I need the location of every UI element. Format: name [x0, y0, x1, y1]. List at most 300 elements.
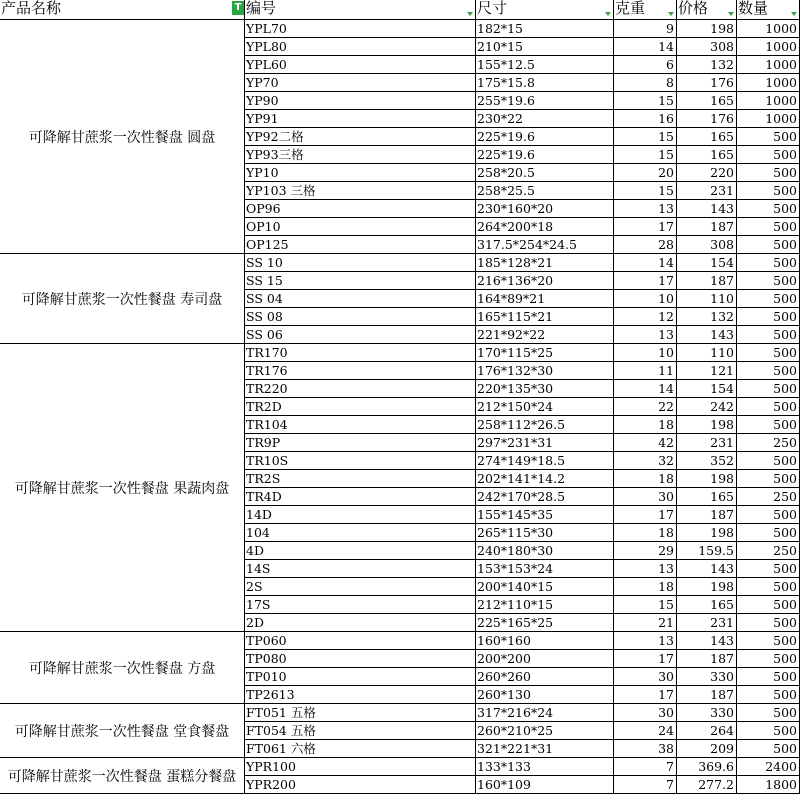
- cell-code: [245, 272, 476, 290]
- code-value: YP70: [246, 75, 279, 90]
- cell-qty: [737, 92, 800, 110]
- qty-value: 500: [773, 525, 797, 540]
- cell-qty: [737, 704, 800, 722]
- cell-weight: [614, 146, 677, 164]
- code-value: SS 08: [246, 309, 283, 324]
- qty-value: 500: [773, 561, 797, 576]
- price-value: 143: [710, 327, 734, 342]
- price-value: 132: [710, 57, 734, 72]
- cell-price: [677, 380, 737, 398]
- code-value: SS 15: [246, 273, 283, 288]
- cell-price: [677, 416, 737, 434]
- code-value: 2D: [246, 615, 264, 630]
- size-value: 212*150*24: [477, 399, 554, 414]
- cell-size: [476, 20, 614, 38]
- cell-price: [677, 704, 737, 722]
- cell-size: [476, 758, 614, 776]
- code-value: YP103 三格: [246, 183, 316, 198]
- cell-qty: [737, 776, 800, 794]
- size-value: 265*115*30: [477, 525, 554, 540]
- cell-weight: [614, 650, 677, 668]
- code-value: OP10: [246, 219, 281, 234]
- qty-value: 500: [773, 453, 797, 468]
- header-weight[interactable]: [614, 0, 677, 20]
- category-cell: [0, 632, 245, 704]
- cell-code: [245, 308, 476, 326]
- qty-value: 500: [773, 723, 797, 738]
- qty-value: 500: [773, 201, 797, 216]
- cell-qty: [737, 542, 800, 560]
- cell-code: [245, 632, 476, 650]
- cell-code: [245, 560, 476, 578]
- cell-price: [677, 290, 737, 308]
- qty-value: 500: [773, 165, 797, 180]
- price-value: 231: [710, 435, 734, 450]
- category-cell: [0, 758, 245, 794]
- cell-weight: [614, 74, 677, 92]
- size-value: 260*260: [477, 669, 531, 684]
- category-cell: [0, 344, 245, 632]
- code-value: TR9P: [246, 435, 281, 450]
- price-value: 154: [710, 255, 734, 270]
- price-value: 187: [710, 687, 734, 702]
- cell-price: [677, 56, 737, 74]
- cell-weight: [614, 200, 677, 218]
- cell-qty: [737, 740, 800, 758]
- size-value: 225*19.6: [477, 129, 535, 144]
- weight-value: 9: [666, 21, 674, 36]
- qty-value: 1800: [765, 777, 797, 792]
- cell-qty: [737, 560, 800, 578]
- category-cell: [0, 254, 245, 344]
- size-value: 317.5*254*24.5: [477, 237, 577, 252]
- qty-value: 500: [773, 381, 797, 396]
- cell-qty: [737, 596, 800, 614]
- category-name: 可降解甘蔗浆一次性餐盘 寿司盘: [21, 291, 223, 308]
- cell-qty: [737, 470, 800, 488]
- code-value: YPR200: [246, 777, 296, 792]
- cell-weight: [614, 236, 677, 254]
- filter-dropdown-icon[interactable]: [467, 12, 473, 16]
- price-value: 198: [710, 21, 734, 36]
- filter-dropdown-icon[interactable]: [668, 12, 674, 16]
- filter-dropdown-icon[interactable]: [791, 12, 797, 16]
- qty-value: 500: [773, 363, 797, 378]
- price-value: 264: [710, 723, 734, 738]
- cell-qty: [737, 650, 800, 668]
- cell-weight: [614, 254, 677, 272]
- cell-size: [476, 470, 614, 488]
- weight-value: 18: [658, 417, 674, 432]
- qty-value: 500: [773, 273, 797, 288]
- cell-size: [476, 362, 614, 380]
- cell-weight: [614, 308, 677, 326]
- category-cell: [0, 704, 245, 758]
- cell-size: [476, 344, 614, 362]
- qty-value: 500: [773, 327, 797, 342]
- cell-size: [476, 488, 614, 506]
- header-qty-label: 数量: [738, 0, 769, 17]
- cell-price: [677, 254, 737, 272]
- weight-value: 28: [658, 237, 674, 252]
- code-value: 2S: [246, 579, 263, 594]
- cell-weight: [614, 128, 677, 146]
- cell-price: [677, 488, 737, 506]
- qty-value: 1000: [765, 57, 797, 72]
- cell-qty: [737, 434, 800, 452]
- header-price-label: 价格: [678, 0, 709, 17]
- weight-value: 18: [658, 525, 674, 540]
- code-value: YP92二格: [246, 129, 304, 144]
- qty-value: 500: [773, 219, 797, 234]
- price-value: 277.2: [698, 777, 734, 792]
- qty-value: 500: [773, 255, 797, 270]
- cell-weight: [614, 416, 677, 434]
- price-value: 187: [710, 273, 734, 288]
- cell-code: [245, 380, 476, 398]
- cell-qty: [737, 722, 800, 740]
- cell-size: [476, 632, 614, 650]
- category-cell: [0, 20, 245, 254]
- cell-price: [677, 452, 737, 470]
- cell-price: [677, 344, 737, 362]
- size-value: 133*133: [477, 759, 531, 774]
- size-value: 164*89*21: [477, 291, 546, 306]
- cell-weight: [614, 38, 677, 56]
- header-product-label: 产品名称: [1, 0, 62, 17]
- cell-code: [245, 434, 476, 452]
- cell-weight: [614, 326, 677, 344]
- cell-code: [245, 398, 476, 416]
- cell-weight: [614, 506, 677, 524]
- cell-code: [245, 362, 476, 380]
- size-value: 160*109: [477, 777, 531, 792]
- cell-size: [476, 434, 614, 452]
- cell-qty: [737, 614, 800, 632]
- code-value: YP90: [246, 93, 279, 108]
- code-value: YPR100: [246, 759, 296, 774]
- weight-value: 42: [658, 435, 674, 450]
- price-value: 198: [710, 525, 734, 540]
- weight-value: 15: [658, 93, 674, 108]
- cell-price: [677, 434, 737, 452]
- weight-value: 14: [658, 255, 674, 270]
- size-value: 216*136*20: [477, 273, 554, 288]
- filter-dropdown-icon[interactable]: [605, 12, 611, 16]
- cell-code: [245, 416, 476, 434]
- cell-code: [245, 542, 476, 560]
- price-value: 110: [710, 345, 734, 360]
- code-value: TR104: [246, 417, 288, 432]
- weight-value: 29: [658, 543, 674, 558]
- cell-code: [245, 200, 476, 218]
- cell-qty: [737, 164, 800, 182]
- code-value: TR2S: [246, 471, 281, 486]
- cell-code: [245, 74, 476, 92]
- cell-size: [476, 380, 614, 398]
- cell-price: [677, 20, 737, 38]
- price-value: 330: [710, 669, 734, 684]
- cell-weight: [614, 398, 677, 416]
- size-value: 230*160*20: [477, 201, 554, 216]
- cell-weight: [614, 380, 677, 398]
- cell-weight: [614, 596, 677, 614]
- header-qty[interactable]: [737, 0, 800, 20]
- code-value: 14S: [246, 561, 271, 576]
- cell-weight: [614, 470, 677, 488]
- cell-price: [677, 686, 737, 704]
- cell-code: [245, 92, 476, 110]
- cell-price: [677, 398, 737, 416]
- weight-value: 21: [658, 615, 674, 630]
- cell-qty: [737, 38, 800, 56]
- cell-price: [677, 218, 737, 236]
- cell-size: [476, 596, 614, 614]
- qty-value: 500: [773, 291, 797, 306]
- qty-value: 1000: [765, 111, 797, 126]
- cell-price: [677, 596, 737, 614]
- cell-code: [245, 668, 476, 686]
- size-value: 230*22: [477, 111, 524, 126]
- header-size[interactable]: [476, 0, 614, 20]
- weight-value: 30: [658, 705, 674, 720]
- cell-size: [476, 326, 614, 344]
- cell-price: [677, 110, 737, 128]
- cell-size: [476, 722, 614, 740]
- price-value: 209: [710, 741, 734, 756]
- cell-size: [476, 74, 614, 92]
- size-value: 176*132*30: [477, 363, 554, 378]
- cell-price: [677, 326, 737, 344]
- qty-value: 500: [773, 471, 797, 486]
- weight-value: 11: [658, 363, 674, 378]
- weight-value: 30: [658, 489, 674, 504]
- weight-value: 13: [658, 201, 674, 216]
- cell-qty: [737, 20, 800, 38]
- cell-weight: [614, 704, 677, 722]
- code-value: TR10S: [246, 453, 289, 468]
- weight-value: 17: [658, 687, 674, 702]
- cell-qty: [737, 236, 800, 254]
- weight-value: 7: [666, 759, 674, 774]
- cell-qty: [737, 416, 800, 434]
- price-value: 187: [710, 507, 734, 522]
- weight-value: 10: [658, 345, 674, 360]
- cell-weight: [614, 632, 677, 650]
- category-name: 可降解甘蔗浆一次性餐盘 蛋糕分餐盘: [7, 768, 237, 785]
- header-code[interactable]: [245, 0, 476, 20]
- cell-qty: [737, 182, 800, 200]
- cell-code: [245, 236, 476, 254]
- size-value: 258*112*26.5: [477, 417, 566, 432]
- cell-qty: [737, 632, 800, 650]
- category-name: 可降解甘蔗浆一次性餐盘 堂食餐盘: [14, 723, 230, 740]
- cell-weight: [614, 218, 677, 236]
- code-value: 17S: [246, 597, 271, 612]
- qty-value: 1000: [765, 93, 797, 108]
- qty-value: 500: [773, 741, 797, 756]
- size-value: 264*200*18: [477, 219, 554, 234]
- cell-weight: [614, 614, 677, 632]
- filter-dropdown-icon[interactable]: [728, 12, 734, 16]
- size-value: 260*210*25: [477, 723, 554, 738]
- header-code-label: 编号: [246, 0, 277, 17]
- weight-value: 20: [658, 165, 674, 180]
- cell-size: [476, 740, 614, 758]
- cell-price: [677, 182, 737, 200]
- cell-qty: [737, 506, 800, 524]
- price-value: 110: [710, 291, 734, 306]
- cell-price: [677, 236, 737, 254]
- weight-value: 15: [658, 183, 674, 198]
- weight-value: 14: [658, 381, 674, 396]
- cell-weight: [614, 110, 677, 128]
- cell-size: [476, 650, 614, 668]
- header-price[interactable]: [677, 0, 737, 20]
- cell-price: [677, 722, 737, 740]
- cell-qty: [737, 128, 800, 146]
- cell-price: [677, 650, 737, 668]
- cell-qty: [737, 578, 800, 596]
- price-value: 220: [710, 165, 734, 180]
- category-name: 可降解甘蔗浆一次性餐盘 圆盘: [28, 129, 216, 146]
- size-value: 255*19.6: [477, 93, 535, 108]
- qty-value: 500: [773, 309, 797, 324]
- cell-weight: [614, 182, 677, 200]
- code-value: TR170: [246, 345, 288, 360]
- cell-size: [476, 254, 614, 272]
- price-value: 154: [710, 381, 734, 396]
- qty-value: 500: [773, 417, 797, 432]
- cell-qty: [737, 380, 800, 398]
- cell-size: [476, 128, 614, 146]
- cell-qty: [737, 524, 800, 542]
- cell-code: [245, 146, 476, 164]
- qty-value: 500: [773, 669, 797, 684]
- price-value: 369.6: [698, 759, 734, 774]
- cell-weight: [614, 524, 677, 542]
- header-product[interactable]: [0, 0, 245, 20]
- size-value: 220*135*30: [477, 381, 554, 396]
- cell-code: [245, 20, 476, 38]
- cell-code: [245, 578, 476, 596]
- weight-value: 17: [658, 507, 674, 522]
- price-value: 198: [710, 471, 734, 486]
- size-value: 225*165*25: [477, 615, 554, 630]
- cell-code: [245, 488, 476, 506]
- cell-qty: [737, 758, 800, 776]
- cell-qty: [737, 254, 800, 272]
- cell-price: [677, 776, 737, 794]
- price-value: 143: [710, 561, 734, 576]
- code-value: TP080: [246, 651, 287, 666]
- code-value: OP96: [246, 201, 281, 216]
- size-value: 182*15: [477, 21, 524, 36]
- price-value: 308: [710, 39, 734, 54]
- weight-value: 38: [658, 741, 674, 756]
- cell-price: [677, 506, 737, 524]
- cell-qty: [737, 200, 800, 218]
- cell-size: [476, 308, 614, 326]
- cell-size: [476, 704, 614, 722]
- cell-price: [677, 200, 737, 218]
- cell-weight: [614, 362, 677, 380]
- code-value: SS 06: [246, 327, 283, 342]
- cell-weight: [614, 488, 677, 506]
- cell-price: [677, 524, 737, 542]
- size-value: 240*180*30: [477, 543, 554, 558]
- qty-value: 1000: [765, 39, 797, 54]
- size-value: 274*149*18.5: [477, 453, 566, 468]
- size-value: 175*15.8: [477, 75, 535, 90]
- cell-qty: [737, 362, 800, 380]
- cell-size: [476, 272, 614, 290]
- code-value: TR2D: [246, 399, 282, 414]
- cell-price: [677, 128, 737, 146]
- cell-weight: [614, 344, 677, 362]
- qty-value: 500: [773, 147, 797, 162]
- size-value: 160*160: [477, 633, 531, 648]
- cell-qty: [737, 110, 800, 128]
- cell-code: [245, 344, 476, 362]
- code-value: YP93三格: [246, 147, 304, 162]
- code-value: OP125: [246, 237, 289, 252]
- cell-code: [245, 254, 476, 272]
- code-value: YPL70: [246, 21, 287, 36]
- cell-size: [476, 398, 614, 416]
- cell-code: [245, 758, 476, 776]
- weight-value: 13: [658, 327, 674, 342]
- qty-value: 500: [773, 633, 797, 648]
- cell-weight: [614, 290, 677, 308]
- code-value: YP10: [246, 165, 279, 180]
- cell-weight: [614, 272, 677, 290]
- weight-value: 18: [658, 579, 674, 594]
- cell-size: [476, 416, 614, 434]
- cell-price: [677, 542, 737, 560]
- cell-price: [677, 362, 737, 380]
- weight-value: 10: [658, 291, 674, 306]
- cell-size: [476, 110, 614, 128]
- size-value: 170*115*25: [477, 345, 554, 360]
- cell-price: [677, 668, 737, 686]
- cell-size: [476, 146, 614, 164]
- weight-value: 13: [658, 633, 674, 648]
- code-value: TP2613: [246, 687, 295, 702]
- cell-code: [245, 506, 476, 524]
- cell-price: [677, 164, 737, 182]
- code-value: YPL60: [246, 57, 287, 72]
- price-value: 198: [710, 579, 734, 594]
- code-value: TP010: [246, 669, 287, 684]
- price-value: 176: [710, 111, 734, 126]
- qty-value: 1000: [765, 75, 797, 90]
- weight-value: 32: [658, 453, 674, 468]
- qty-value: 500: [773, 579, 797, 594]
- qty-value: 1000: [765, 21, 797, 36]
- size-value: 185*128*21: [477, 255, 554, 270]
- size-value: 321*221*31: [477, 741, 554, 756]
- cell-weight: [614, 722, 677, 740]
- cell-size: [476, 506, 614, 524]
- cell-code: [245, 56, 476, 74]
- filter-active-icon[interactable]: T: [232, 1, 244, 15]
- cell-qty: [737, 74, 800, 92]
- cell-size: [476, 776, 614, 794]
- cell-qty: [737, 56, 800, 74]
- cell-weight: [614, 542, 677, 560]
- price-value: 198: [710, 417, 734, 432]
